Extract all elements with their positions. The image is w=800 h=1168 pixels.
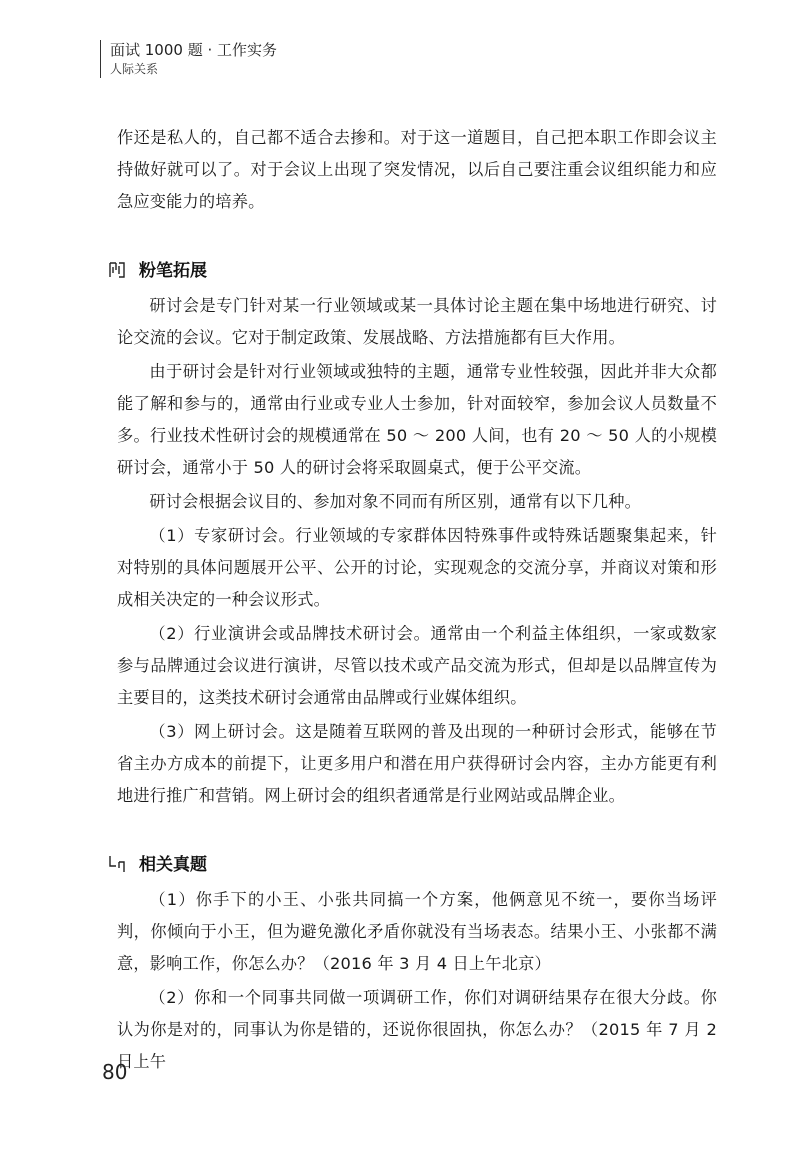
- paragraph: 由于研讨会是针对行业领域或独特的主题，通常专业性较强，因此并非大众都能了解和参与的，通常由行业或专业人士参加，针对面较窄，参加会议人员数量不多。行业技术性研讨会的规模通常在 50 ～ 200 人间，也有 20 ～ 50 人的小规模研讨会，通常小于 50 人的研讨会将采取圆桌式，便于公平交流。: [117, 362, 717, 477]
- list-item: （1）专家研讨会。行业领域的专家群体因特殊事件或特殊话题聚集起来，针对特别的具体问题展开公平、公开的讨论，实现观念的交流分享，并商议对策和形成相关决定的一种会议形式。: [117, 526, 717, 609]
- list-item: （2）你和一个同事共同做一项调研工作，你们对调研结果存在很大分歧。你认为你是对的，同事认为你是错的，还说你很固执，你怎么办？（2015 年 7 月 2 日上午: [117, 988, 717, 1071]
- chapter-title: 人际关系: [110, 62, 159, 76]
- section-heading-expand: [117, 252, 717, 286]
- list-item: （2）行业演讲会或品牌技术研讨会。通常由一个利益主体组织，一家或数家参与品牌通过会议进行演讲，尽管以技术或产品交流为形式，但却是以品牌宣传为主要目的，这类技术研讨会通常由品牌或行业媒体组织。: [117, 624, 717, 707]
- list-item: （3）网上研讨会。这是随着互联网的普及出现的一种研讨会形式，能够在节省主办方成本的前提下，让更多用户和潜在用户获得研讨会内容，主办方能更有利地进行推广和营销。网上研讨会的组织者通常是行业网站或品牌企业。: [117, 722, 717, 805]
- section-title: 相关真题: [139, 855, 207, 875]
- page-number: 80: [102, 1060, 128, 1084]
- paragraph: 研讨会根据会议目的、参加对象不同而有所区别，通常有以下几种。: [149, 492, 642, 511]
- section-heading-related: [117, 846, 717, 880]
- header-rule: [100, 40, 101, 78]
- corner-bracket-icon: [107, 854, 127, 874]
- paragraph: 研讨会是专门针对某一行业领域或某一具体讨论主题在集中场地进行研究、讨论交流的会议。它对于制定政策、发展战略、方法措施都有巨大作用。: [117, 296, 717, 347]
- book-icon: [107, 260, 127, 280]
- section-title: 粉笔拓展: [139, 261, 207, 281]
- page-content: [117, 122, 717, 1078]
- list-item: （1）你手下的小王、小张共同搞一个方案，他俩意见不统一，要你当场评判，你倾向于小王，但为避免激化矛盾你就没有当场表态。结果小王、小张都不满意，影响工作，你怎么办？（2016 年 3 月 4 日上午北京）: [117, 890, 717, 973]
- intro-paragraph: 作还是私人的，自己都不适合去掺和。对于这一道题目，自己把本职工作即会议主持做好就可以了。对于会议上出现了突发情况，以后自己要注重会议组织能力和应急应变能力的培养。: [117, 128, 717, 211]
- book-title: 面试 1000 题 · 工作实务: [110, 41, 278, 59]
